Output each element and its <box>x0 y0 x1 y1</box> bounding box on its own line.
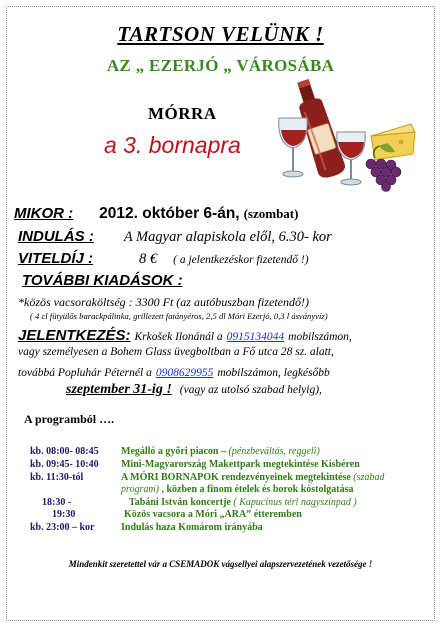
program-item: Indulás haza Komárom irányába <box>121 522 263 533</box>
program-time: 19:30 <box>52 509 76 520</box>
fare-row <box>18 250 309 268</box>
fare-value: 8 € <box>139 251 158 267</box>
page-subtitle: AZ „ EZERJÓ „ VÁROSÁBA <box>106 56 335 75</box>
wine-bottle-glasses-grapes-cheese-icon <box>275 74 420 192</box>
deadline-line <box>66 380 322 398</box>
departure-row <box>18 228 332 246</box>
extra-costs-heading: TOVÁBBI KIADÁSOK : <box>22 272 183 289</box>
program-time: kb. 11:30-tól <box>30 472 84 483</box>
dinner-detail: ( 4 cl fütyülős barackpálinka, grillezett fatányéros, 2,5 dl Móri Ezerjó, 0,3 l ásványvíz) <box>30 311 328 321</box>
program-item: Mini-Magyarország Makettpark megtekintése Kisbéren <box>121 459 360 470</box>
when-row <box>14 205 298 223</box>
registration-line-3: továbbá Popluhár Péternél a 0908629955 mobilszámon, legkésőbb <box>18 367 330 379</box>
departure-label: INDULÁS : <box>18 228 94 245</box>
event-name: a 3. bornapra <box>104 132 241 158</box>
deadline-note: (vagy az utolsó szabad helyig), <box>179 384 322 396</box>
registration-line-1: JELENTKEZÉS: Krkošek Ilonánál a 0915134044 mobilszámon, <box>18 327 352 344</box>
program-heading: A programból …. <box>24 412 115 426</box>
registration-line-2: vagy személyesen a Bohem Glass üvegboltban a Fő utca 28 sz. alatt, <box>18 346 334 358</box>
program-item: Tabáni István koncertje ( Kapucinus téri nagyszínpad ) <box>129 497 357 508</box>
when-day: (szombat) <box>243 206 299 221</box>
program-time: kb. 08:00- 08:45 <box>30 446 99 457</box>
deadline: szeptember 31-ig ! <box>66 382 172 397</box>
footer-text: Mindenkit szeretettel vár a CSEMADOK vágsellyei alapszervezetének vezetősége ! <box>68 559 373 569</box>
town-name: MÓRRA <box>148 104 217 123</box>
fare-note: ( a jelentkezéskor fizetendő !) <box>173 254 309 266</box>
program-item-continued: program) , közben a finom ételek és borok kóstolgatása <box>121 484 354 495</box>
phone-link-2[interactable]: 0908629955 <box>155 367 214 379</box>
program-time: kb. 23:00 – kor <box>30 522 95 533</box>
departure-value: A Magyar alapiskola elől, 6.30- kor <box>123 229 332 245</box>
fare-label: VITELDÍJ : <box>18 250 94 267</box>
dinner-cost: *közös vacsoraköltség : 3300 Ft (az autóbuszban fizetendő!) <box>18 295 309 309</box>
program-item: A MÓRI BORNAPOK rendezvényeinek megtekintése (szabad <box>121 472 385 483</box>
program-item: Közös vacsora a Móri „ARA” étteremben <box>124 509 302 520</box>
page-title: TARTSON VELÜNK ! <box>117 22 324 46</box>
registration-label: JELENTKEZÉS: <box>18 327 131 344</box>
program-time: 18:30 - <box>42 497 72 508</box>
when-label: MIKOR : <box>14 205 74 222</box>
program-time: kb. 09:45- 10:40 <box>30 459 99 470</box>
program-item: Megálló a győri piacon – (pénzbeváltás, reggeli) <box>121 446 320 457</box>
when-date: 2012. október 6-án, <box>99 205 240 222</box>
phone-link-1[interactable]: 0915134044 <box>226 331 285 343</box>
